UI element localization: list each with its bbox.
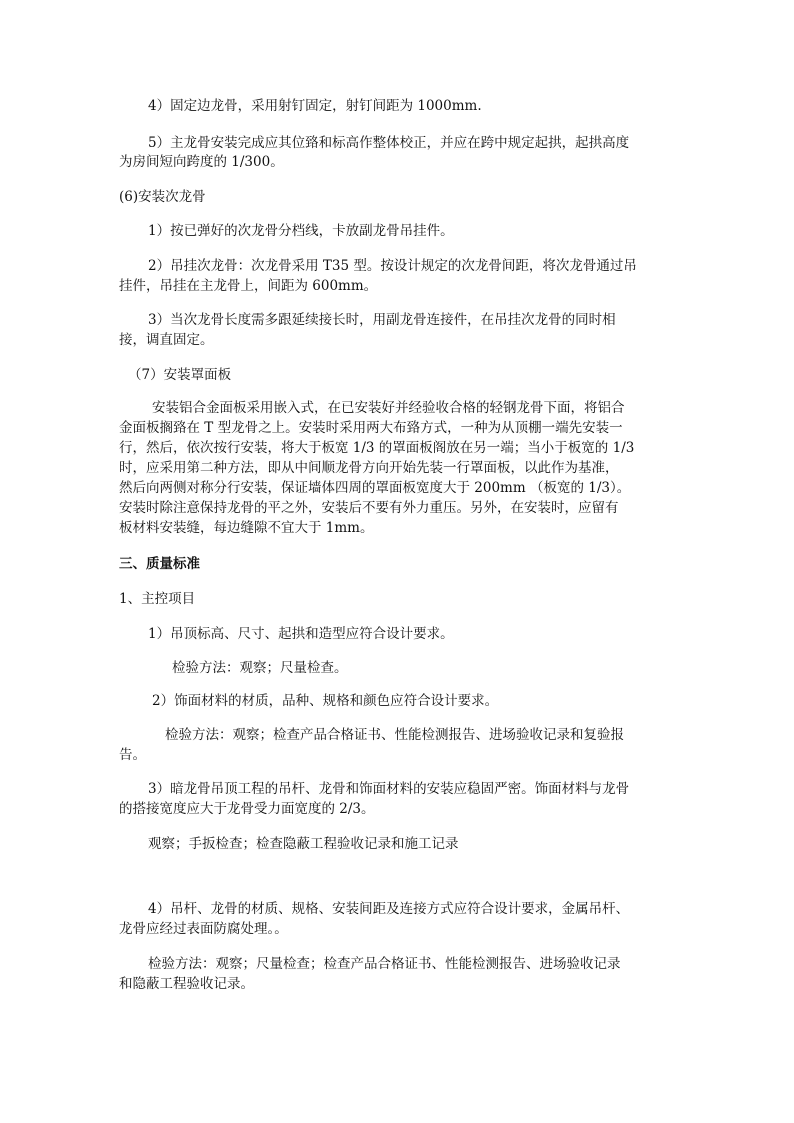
text-line: 2）吊挂次龙骨：次龙骨采用 T35 型。按设计规定的次龙骨间距，将次龙骨通过吊 bbox=[148, 258, 637, 274]
text-line: 1）按已弹好的次龙骨分档线，卡放副龙骨吊挂件。 bbox=[148, 223, 454, 239]
text-line: 挂件，吊挂在主龙骨上，间距为 600mm。 bbox=[119, 278, 378, 294]
text-line: 告。 bbox=[119, 747, 146, 763]
text-line: 检验方法：观察；检查产品合格证书、性能检测报告、进场验收记录和复验报 bbox=[165, 727, 624, 743]
text-line: 5）主龙骨安装完成应其位臵和标高作整体校正，并应在跨中规定起拱，起拱高度 bbox=[148, 135, 630, 151]
text-line: 4）吊杆、龙骨的材质、规格、安装间距及连接方式应符合设计要求，金属吊杆、 bbox=[148, 901, 630, 917]
section-heading: (6)安装次龙骨 bbox=[119, 189, 206, 205]
text-line: 2）饰面材料的材质，品种、规格和颜色应符合设计要求。 bbox=[152, 693, 499, 709]
text-line: 4）固定边龙骨，采用射钉固定，射钉间距为 1000mm. bbox=[148, 98, 482, 114]
chapter-heading: 三、质量标准 bbox=[119, 556, 200, 572]
text-line: 检验方法：观察；尺量检查；检查产品合格证书、性能检测报告、进场验收记录 bbox=[148, 956, 621, 972]
text-line: 板材料安装缝，每边缝隙不宜大于 1mm。 bbox=[119, 520, 374, 536]
subsection-heading: 1、主控项目 bbox=[119, 591, 196, 607]
text-line: 1）吊顶标高、尺寸、起拱和造型应符合设计要求。 bbox=[148, 626, 454, 642]
text-line: 安装时除注意保持龙骨的平之外，安装后不要有外力重压。另外，在安装时，应留有 bbox=[119, 500, 619, 516]
text-line: 接，调直固定。 bbox=[119, 332, 214, 348]
text-line: 金面板搁臵在 T 型龙骨之上。安装时采用两大布臵方式，一种为从顶棚一端先安装一 bbox=[119, 420, 623, 436]
text-line: 龙骨应经过表面防腐处理。。 bbox=[119, 921, 288, 937]
text-line: 检验方法：观察；尺量检查。 bbox=[172, 660, 348, 676]
text-line: 3）当次龙骨长度需多跟延续接长时，用副龙骨连接件，在吊挂次龙骨的同时相 bbox=[148, 312, 616, 328]
text-line: 观察；手扳检查；检查隐蔽工程验收记录和施工记录 bbox=[148, 836, 459, 852]
text-line: 安装铝合金面板采用嵌入式，在已安装好并经验收合格的轻钢龙骨下面，将铝合 bbox=[152, 400, 625, 416]
text-line: 行，然后，依次按行安装，将大于板宽 1/3 的罩面板阁放在另一端；当小于板宽的 1/3 bbox=[119, 440, 635, 456]
text-line: 时，应采用第二种方法，即从中间顺龙骨方向开始先装一行罩面板，以此作为基准， bbox=[119, 460, 619, 476]
text-line: 然后向两侧对称分行安装，保证墙体四周的罩面板宽度大于 200mm （板宽的 1/3）。 bbox=[119, 480, 631, 496]
text-line: 3）暗龙骨吊顶工程的吊杆、龙骨和饰面材料的安装应稳固严密。饰面材料与龙骨 bbox=[148, 781, 630, 797]
text-line: 和隐蔽工程验收记录。 bbox=[119, 976, 254, 992]
section-heading: （7）安装罩面板 bbox=[128, 367, 232, 383]
text-line: 为房间短向跨度的 1/300。 bbox=[119, 154, 284, 170]
text-line: 的搭接宽度应大于龙骨受力面宽度的 2/3。 bbox=[119, 801, 375, 817]
